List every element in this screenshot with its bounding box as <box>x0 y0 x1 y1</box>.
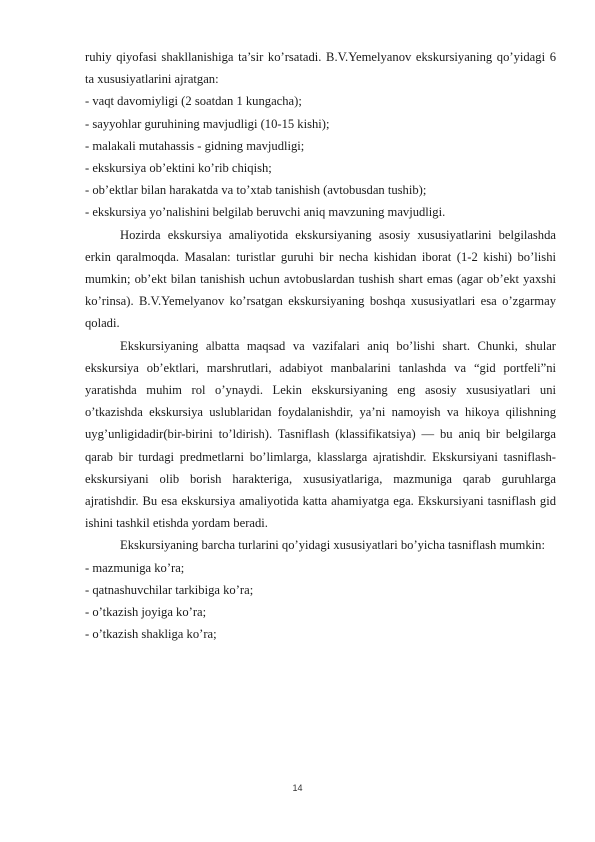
list-item: - ob’ektlar bilan harakatda va to’xtab tanishish (avtobusdan tushib); <box>85 183 427 198</box>
list-item: - ekskursiya ob’ektini ko’rib chiqish; <box>85 161 272 176</box>
list-item: - ekskursiya yo’nalishini belgilab beruvchi aniq mavzuning mavjudligi. <box>85 205 446 220</box>
list-item: - malakali mutahassis - gidning mavjudligi; <box>85 138 305 153</box>
page-number: 14 <box>292 783 303 793</box>
paragraph-current-practice: Hozirda ekskursiya amaliyotida ekskursiyaning asosiy xususiyatlarini belgilashda erkin qaralmoqda. Masalan: turistlar guruhi bir necha kishidan iborat (1-2 kishi) bo’lishi mumkin; ob’ekt bilan tanishish uchun avtobuslardan tushish shart emas (agar ob’ekt yaxshi ko’rinsa). B.V.Yemelyanov ko’rsatgan ekskursiyaning boshqa xususiyatlari esa o’zgarmay qoladi. <box>85 227 556 331</box>
paragraph-classification: Ekskursiyaning albatta maqsad va vazifalari aniq bo’lishi shart. Chunki, shular ekskursiya ob’ektlari, marshrutlari, adabiyot manbalarini tanlashda va “gid portfeli”ni yaratishda muhim rol o’ynaydi. Lekin ekskursiyaning eng asosiy xususiyatlari uni o’tkazishda ekskursiya uslublaridan foydalanishdir, ya’ni namoyish va hikoya qilishning uyg’unligidadir(bir-birini to’ldirish). Tasniflash (klassifikatsiya) — bu aniq bir belgilarga qarab bir turdagi predmetlarni bo’limlarga, klasslarga ajratishdir. Ekskursiyani tasniflash-ekskursiyani olib borish harakteriga, xususiyatlariga, mazmuniga qarab guruhlarga ajratishdir. Bu esa ekskursiya amaliyotida katta ahamiyatga ega. Ekskursiyani tasniflash gid ishini tashkil etishda yordam beradi. <box>85 338 556 531</box>
list-item: - sayyohlar guruhining mavjudligi (10-15 kishi); <box>85 116 330 131</box>
list-item: - vaqt davomiyligi (2 soatdan 1 kungacha); <box>85 94 302 109</box>
list-item: - o’tkazish shakliga ko’ra; <box>85 627 217 642</box>
list-item: - o’tkazish joyiga ko’ra; <box>85 605 207 620</box>
list-item: - qatnashuvchilar tarkibiga ko’ra; <box>85 582 254 597</box>
paragraph-intro: ruhiy qiyofasi shakllanishiga ta’sir ko’rsatadi. B.V.Yemelyanov ekskursiyaning qo’yidagi 6 ta xususiyatlarini ajratgan: <box>85 50 556 87</box>
document-body <box>85 46 556 645</box>
list-item: - mazmuniga ko’ra; <box>85 560 185 575</box>
paragraph-classification-criteria: Ekskursiyaning barcha turlarini qo’yidagi xususiyatlari bo’yicha tasniflash mumkin: <box>120 538 545 553</box>
features-list <box>85 90 556 223</box>
criteria-list <box>85 557 556 646</box>
